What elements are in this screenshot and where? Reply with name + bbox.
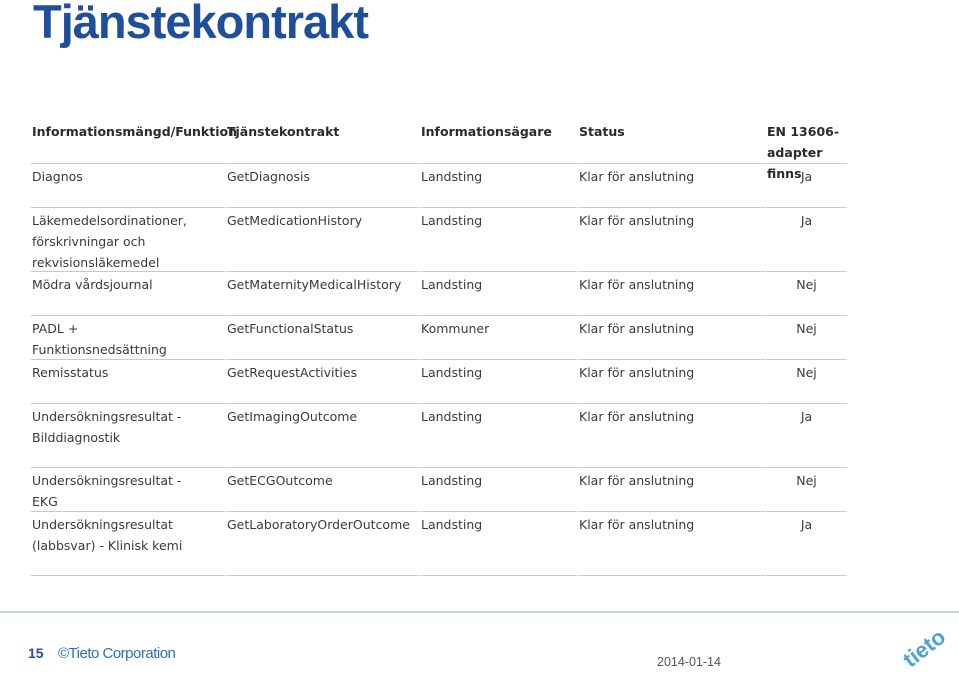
owner-cell: [420, 512, 577, 576]
contract-cell: [226, 164, 419, 208]
owner-text: Landsting: [421, 365, 483, 380]
adapter-text: Ja: [800, 169, 813, 184]
status-cell: [578, 272, 765, 316]
contract-text: GetRequestActivities: [227, 365, 358, 380]
owner-cell: [420, 468, 577, 512]
header-label: Tjänstekontrakt: [227, 124, 340, 139]
adapter-text: Ja: [800, 409, 813, 424]
tieto-logo: [896, 620, 956, 672]
adapter-cell: [766, 164, 847, 208]
owner-text: Landsting: [421, 409, 483, 424]
contract-cell: [226, 360, 419, 404]
contract-text: GetFunctionalStatus: [227, 321, 354, 336]
page-number: 15: [28, 645, 44, 661]
contract-text: GetECGOutcome: [227, 473, 333, 488]
contract-text: GetDiagnosis: [227, 169, 311, 184]
function-text: Mödra vårdsjournal: [32, 277, 153, 292]
status-text: Klar för anslutning: [579, 277, 695, 292]
header-cell: [420, 118, 577, 164]
status-cell: [578, 360, 765, 404]
copyright-text: ©Tieto Corporation: [58, 645, 176, 662]
adapter-cell: [766, 208, 847, 272]
contract-cell: [226, 468, 419, 512]
function-text: Undersökningsresultat (labbsvar) - Klinisk kemi: [32, 517, 183, 553]
contract-text: GetMaternityMedicalHistory: [227, 277, 402, 292]
contract-text: GetImagingOutcome: [227, 409, 358, 424]
adapter-text: Nej: [796, 473, 817, 488]
header-cell: [226, 118, 419, 164]
page-title: Tjänstekontrakt: [33, 0, 368, 48]
owner-cell: [420, 316, 577, 360]
owner-text: Landsting: [421, 169, 483, 184]
header-cell: [578, 118, 765, 164]
table-row: [31, 468, 847, 512]
header-cell: [31, 118, 237, 164]
table-row: [31, 360, 847, 404]
owner-cell: [420, 404, 577, 468]
status-cell: [578, 164, 765, 208]
owner-text: Landsting: [421, 517, 483, 532]
function-cell: [31, 468, 225, 512]
adapter-text: Nej: [796, 365, 817, 380]
status-text: Klar för anslutning: [579, 517, 695, 532]
function-text: PADL + Funktionsnedsättning: [32, 321, 167, 357]
status-cell: [578, 512, 765, 576]
table-row: [31, 208, 847, 272]
status-cell: [578, 316, 765, 360]
contract-cell: [226, 404, 419, 468]
adapter-cell: [766, 360, 847, 404]
date-text: 2014-01-14: [657, 655, 721, 669]
contracts-table: [31, 118, 847, 576]
status-cell: [578, 468, 765, 512]
header-label: Informationsägare: [421, 124, 552, 139]
owner-cell: [420, 208, 577, 272]
contract-text: GetMedicationHistory: [227, 213, 363, 228]
function-cell: [31, 512, 225, 576]
adapter-text: Ja: [800, 213, 813, 228]
function-text: Undersökningsresultat - EKG: [32, 473, 182, 509]
adapter-cell: [766, 272, 847, 316]
function-text: Läkemedelsordinationer, förskrivningar och rekvisionsläkemedel: [32, 213, 187, 270]
header-label: EN 13606-adapter finns: [767, 124, 840, 181]
adapter-text: Nej: [796, 321, 817, 336]
owner-text: Kommuner: [421, 321, 490, 336]
adapter-text: Nej: [796, 277, 817, 292]
adapter-cell: [766, 404, 847, 468]
header-label: Informationsmängd/Funktion: [32, 124, 237, 139]
status-text: Klar för anslutning: [579, 473, 695, 488]
status-text: Klar för anslutning: [579, 213, 695, 228]
logo-text: tieto: [898, 623, 951, 672]
table-row: [31, 512, 847, 576]
owner-cell: [420, 272, 577, 316]
adapter-cell: [766, 468, 847, 512]
header-label: Status: [579, 124, 625, 139]
function-cell: [31, 316, 225, 360]
function-cell: [31, 360, 225, 404]
table-row: [31, 164, 847, 208]
status-cell: [578, 404, 765, 468]
table-row: [31, 272, 847, 316]
status-text: Klar för anslutning: [579, 409, 695, 424]
adapter-text: Ja: [800, 517, 813, 532]
status-text: Klar för anslutning: [579, 321, 695, 336]
adapter-cell: [766, 316, 847, 360]
owner-cell: [420, 164, 577, 208]
adapter-cell: [766, 512, 847, 576]
status-cell: [578, 208, 765, 272]
owner-text: Landsting: [421, 277, 483, 292]
contract-cell: [226, 316, 419, 360]
owner-text: Landsting: [421, 213, 483, 228]
owner-text: Landsting: [421, 473, 483, 488]
function-cell: [31, 404, 225, 468]
function-text: Undersökningsresultat - Bilddiagnostik: [32, 409, 182, 445]
function-cell: [31, 164, 225, 208]
function-cell: [31, 208, 225, 272]
contract-text: GetLaboratoryOrderOutcome: [227, 517, 410, 532]
table-row: [31, 316, 847, 360]
status-text: Klar för anslutning: [579, 169, 695, 184]
contract-cell: [226, 512, 419, 576]
table-row: [31, 404, 847, 468]
footer-divider: [0, 611, 959, 613]
owner-cell: [420, 360, 577, 404]
function-text: Remisstatus: [32, 365, 109, 380]
contract-cell: [226, 272, 419, 316]
function-cell: [31, 272, 225, 316]
status-text: Klar för anslutning: [579, 365, 695, 380]
contract-cell: [226, 208, 419, 272]
function-text: Diagnos: [32, 169, 83, 184]
